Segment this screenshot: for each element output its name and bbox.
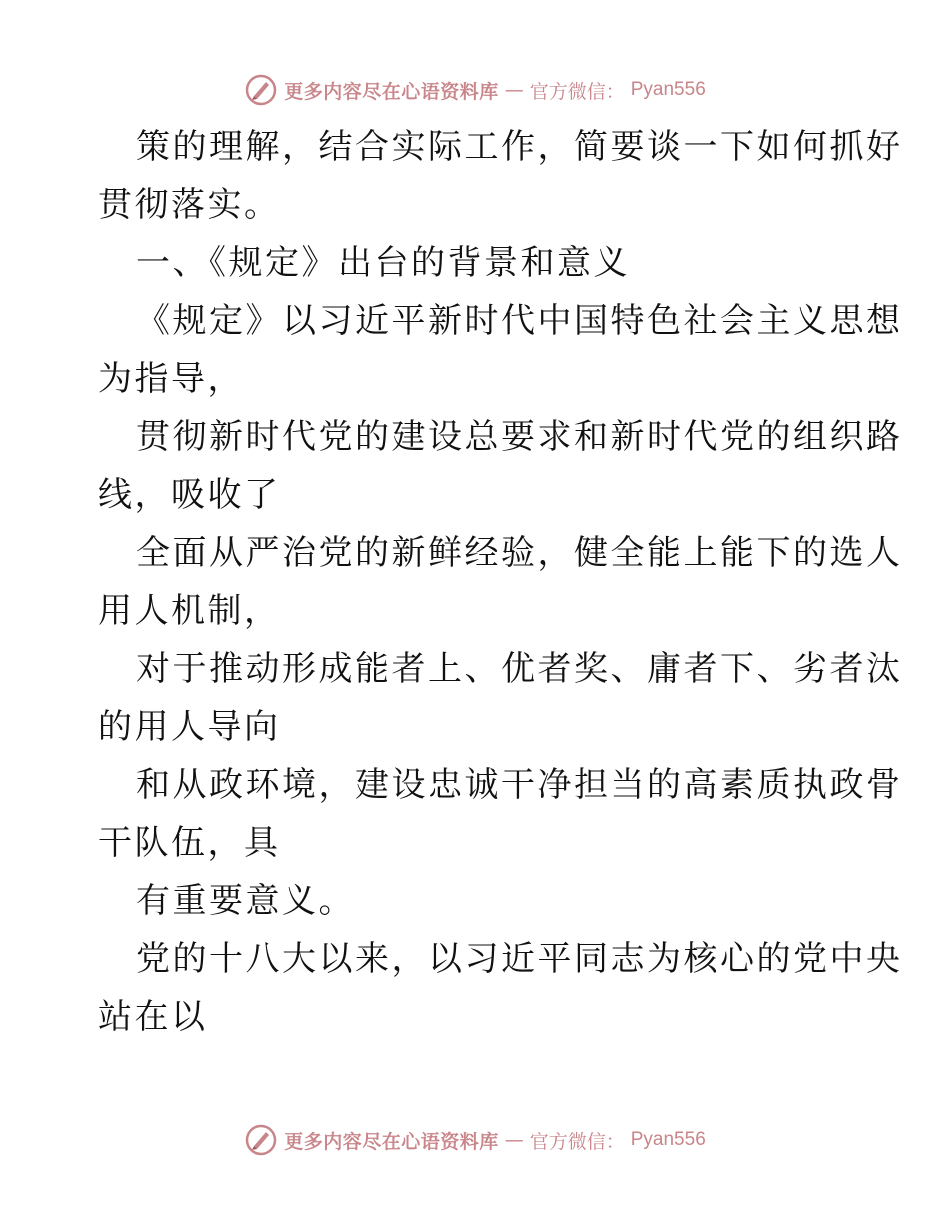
body-line: 有重要意义。 — [136, 881, 355, 921]
body-line: 和从政环境，建设忠诚干净担当的高素质执政骨 — [136, 765, 903, 805]
banner-wechat-label: 官方微信： — [529, 80, 625, 103]
logo-icon — [244, 73, 278, 107]
body-line: 贯彻新时代党的建设总要求和新时代党的组织路 — [136, 417, 903, 457]
footer-banner — [0, 1120, 950, 1160]
body-line: 线，吸收了 — [98, 475, 281, 515]
banner-title: 更多内容尽在心语资料库 — [284, 1130, 499, 1153]
banner-title: 更多内容尽在心语资料库 — [284, 80, 499, 103]
body-line: 用人机制， — [98, 591, 281, 631]
body-line: 站在以 — [98, 997, 208, 1037]
body-line: 策的理解，结合实际工作，简要谈一下如何抓好 — [136, 127, 903, 167]
document-body — [98, 118, 903, 1046]
banner-wechat-id: Pyan556 — [630, 79, 706, 100]
body-line: 为指导， — [98, 359, 244, 399]
banner-separator: — — [504, 1129, 524, 1151]
body-line: 对于推动形成能者上、优者奖、庸者下、劣者汰 — [136, 649, 903, 689]
section-heading: 一、《规定》出台的背景和意义 — [136, 243, 630, 283]
header-banner — [0, 70, 950, 110]
banner-separator: — — [504, 79, 524, 101]
logo-icon — [244, 1123, 278, 1157]
body-line: 党的十八大以来，以习近平同志为核心的党中央 — [136, 939, 903, 979]
body-line: 贯彻落实。 — [98, 185, 281, 225]
body-line: 《规定》以习近平新时代中国特色社会主义思想 — [136, 301, 903, 341]
banner-wechat-label: 官方微信： — [529, 1130, 625, 1153]
body-line: 全面从严治党的新鲜经验，健全能上能下的选人 — [136, 533, 903, 573]
body-line: 的用人导向 — [98, 707, 281, 747]
banner-wechat-id: Pyan556 — [630, 1129, 706, 1150]
body-line: 干队伍，具 — [98, 823, 281, 863]
